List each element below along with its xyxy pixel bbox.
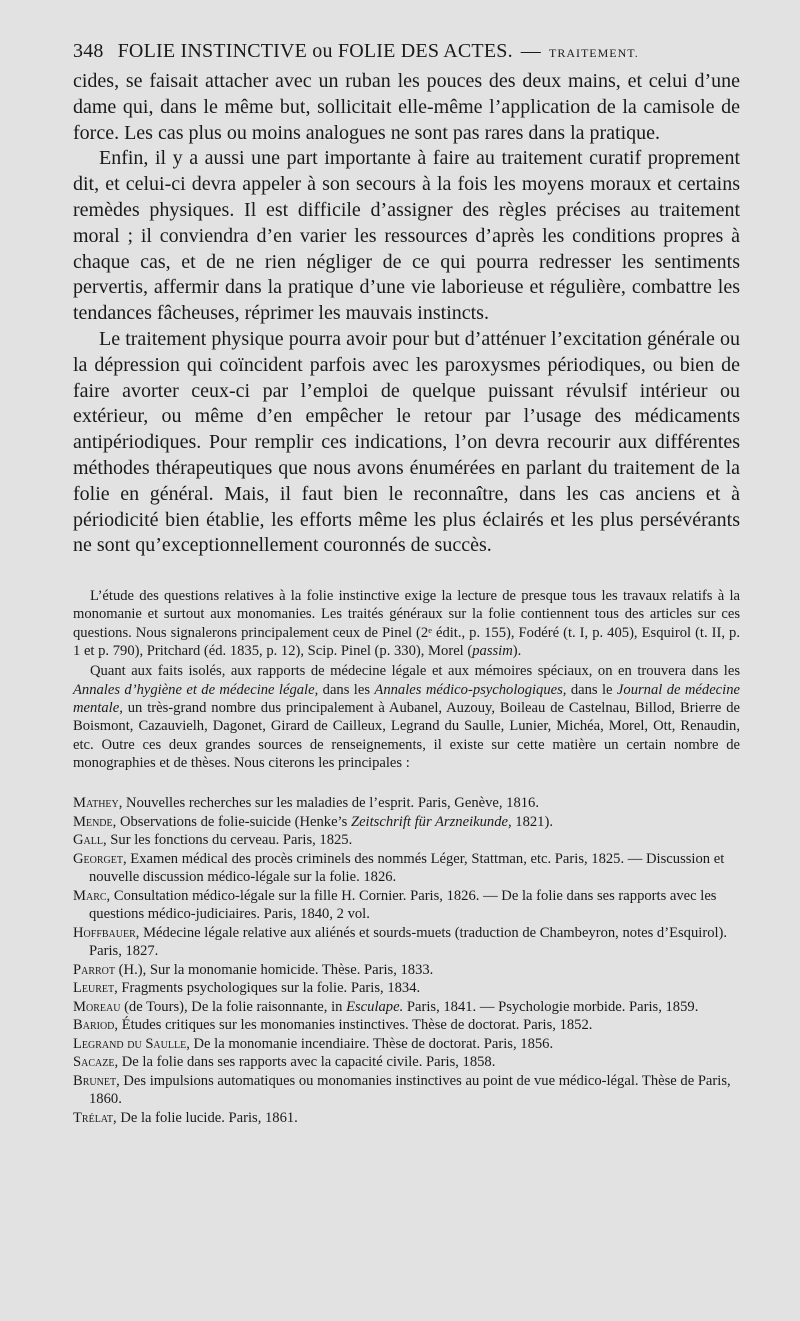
running-header <box>73 40 740 63</box>
entry-author: Moreau <box>73 998 121 1015</box>
entry-author: Sacaze, <box>73 1054 119 1071</box>
entry-author: Hoffbauer, <box>73 924 140 941</box>
journal-title: Annales médico-psychologiques, <box>374 681 567 698</box>
entry-author: Mathey, <box>73 795 123 812</box>
entry-text: Nouvelles recherches sur les maladies de l’esprit. Paris, Genève, 1816. <box>122 795 540 812</box>
entry-text: Fragments psychologiques sur la folie. Paris, 1834. <box>117 980 421 997</box>
entry-author: Parrot <box>73 961 116 978</box>
note-text: Quant aux faits isolés, aux rapports de médecine légale et aux mémoires spéciaux, on en trouvera dans les <box>90 663 740 680</box>
entry-text: Sur les fonctions du cerveau. Paris, 1825. <box>106 832 353 849</box>
paragraph-physical-treatment: Le traitement physique pourra avoir pour but d’atténuer l’excitation générale ou la dépression qui coïncident parfois avec les paroxysmes périodiques, ou bien de faire avorter ceux-ci par l’emploi de quelque puissant révulsif intérieur ou extérieur, ou même d’en empêcher le retour par l’usage des médicaments antipériodiques. Pour remplir ces indications, l’on devra recourir aux différentes méthodes thérapeutiques que nous avons énumérées en parlant du traitement de la folie en général. Mais, il faut bien le reconnaître, dans les cas anciens et à périodicité bien établie, les efforts même les plus éclairés et les plus persévérants ne sont qu’exceptionnellement couronnés de succès. <box>73 327 740 557</box>
entry-text: Médecine légale relative aux aliénés et sourds-muets (traduction de Chambeyron, notes d’Esquirol). Paris, 1827. <box>89 924 728 960</box>
header-dash: — <box>520 40 541 62</box>
note-text: dans le <box>566 681 617 698</box>
page-number: 348 <box>73 40 104 62</box>
bibliography-entry <box>73 1035 740 1054</box>
running-title: FOLIE INSTINCTIVE ou FOLIE DES ACTES. <box>117 40 513 62</box>
entry-text: De la monomanie incendiaire. Thèse de doctorat. Paris, 1856. <box>189 1035 554 1052</box>
entry-text: (H.), Sur la monomanie homicide. Thèse. Paris, 1833. <box>115 961 434 978</box>
bibliography-list <box>73 794 740 1127</box>
entry-text: De la folie lucide. Paris, 1861. <box>116 1109 298 1126</box>
paragraph-moral-treatment: Enfin, il y a aussi une part importante à faire au traitement curatif proprement dit, et celui-ci devra appeler à son secours à la fois les moyens moraux et certains remèdes physiques. Il est difficile d’assigner des règles précises au traitement moral ; il conviendra d’en varier les ressources d’après les conditions propres à chaque cas, et de ne rien négliger de ce qui pourra redresser les sentiments pervertis, affermir dans la pratique d’une vie laborieuse et régulière, combattre les tendances fâcheuses, réprimer les mauvais instincts. <box>73 147 740 325</box>
bibliography-entry <box>73 961 740 980</box>
note-text: dans les <box>318 681 375 698</box>
entry-author: Georget, <box>73 850 127 867</box>
journal-title: Annales d’hygiène et de médecine légale, <box>73 681 319 698</box>
bibliography-entry <box>73 850 740 887</box>
bibliography-entry <box>73 813 740 832</box>
entry-text: 1821). <box>511 813 553 830</box>
bibliography-entry <box>73 1072 740 1109</box>
entry-author: Gall, <box>73 832 107 849</box>
entry-author: Mende, <box>73 813 117 830</box>
bibliography-entry <box>73 887 740 924</box>
bibliography-entry <box>73 998 740 1017</box>
note-italic: passim <box>472 643 513 660</box>
bibliography-entry <box>73 794 740 813</box>
entry-text: Des impulsions automatiques ou monomanies instinctives au point de vue médico-légal. Thèse de Paris, 1860. <box>89 1072 731 1108</box>
journal-title: Journal de médecine mentale, <box>73 681 740 716</box>
bibliography-entry <box>73 979 740 998</box>
entry-text: Consultation médico-légale sur la fille H. Cornier. Paris, 1826. — De la folie dans ses rapports avec les questions médico-judiciaires. Paris, 1840, 2 vol. <box>89 887 717 923</box>
note-paragraph <box>73 587 740 660</box>
section-label: TRAITEMENT. <box>548 46 639 60</box>
entry-author: Trélat, <box>73 1109 117 1126</box>
bibliography-entry <box>73 1053 740 1072</box>
entry-author: Bariod, <box>73 1017 119 1034</box>
note-paragraph <box>73 662 740 772</box>
entry-italic: Esculape. <box>346 998 404 1015</box>
note-text: ). <box>512 643 522 660</box>
bibliographic-notes <box>73 587 740 772</box>
entry-author: Marc, <box>73 887 111 904</box>
main-text <box>73 69 740 559</box>
entry-author: Legrand du Saulle, <box>73 1035 190 1052</box>
entry-text: De la folie dans ses rapports avec la capacité civile. Paris, 1858. <box>118 1054 496 1071</box>
entry-text: (de Tours), De la folie raisonnante, in <box>120 998 347 1015</box>
bibliography-entry <box>73 831 740 850</box>
entry-author: Brunet, <box>73 1072 120 1089</box>
entry-italic: Zeitschrift für Arzneikunde, <box>350 813 512 830</box>
bibliography-entry <box>73 1016 740 1035</box>
note-text: un très-grand nombre dus principalement à Aubanel, Auzouy, Boileau de Castelnau, Billod, Brierre de Boismont, Cazauvielh, Dagonet, Girard de Cailleux, Legrand du Saulle, Lunier, Michéa, Morel, Ott, Renaudin, etc. Outre ces deux grandes sources de renseignements, il existe sur cette matière un certain nombre de monographies et de thèses. Nous citerons les principales : <box>73 699 740 771</box>
entry-text: Études critiques sur les monomanies instinctives. Thèse de doctorat. Paris, 1852. <box>118 1017 593 1034</box>
paragraph-continuation: cides, se faisait attacher avec un ruban les pouces des deux mains, et celui d’une dame qui, dans le même but, sollicitait elle-même l’application de la camisole de force. Les cas plus ou moins analogues ne sont pas rares dans la pratique. <box>73 70 740 144</box>
bibliography-entry <box>73 1109 740 1128</box>
note-text: L’étude des questions relatives à la folie instinctive exige la lecture de presque tous les travaux relatifs à la monomanie et surtout aux monomanies. Les traités généraux sur la folie contiennent tous des articles sur ces questions. Nous signalerons principalement ceux de Pinel (2ᵉ édit., p. 155), Fodéré (t. I, p. 405), Esquirol (t. II, p. 1 et p. 790), Pritchard (éd. 1835, p. 12), Scip. Pinel (p. 330), Morel ( <box>73 588 740 660</box>
entry-text: Observations de folie-suicide (Henke’s <box>116 813 351 830</box>
bibliography-entry <box>73 924 740 961</box>
entry-author: Leuret, <box>73 980 118 997</box>
entry-text: Paris, 1841. — Psychologie morbide. Paris, 1859. <box>403 998 699 1015</box>
entry-text: Examen médical des procès criminels des nommés Léger, Stattman, etc. Paris, 1825. — Discussion et nouvelle discussion médico-légale sur la folie. 1826. <box>89 850 725 886</box>
